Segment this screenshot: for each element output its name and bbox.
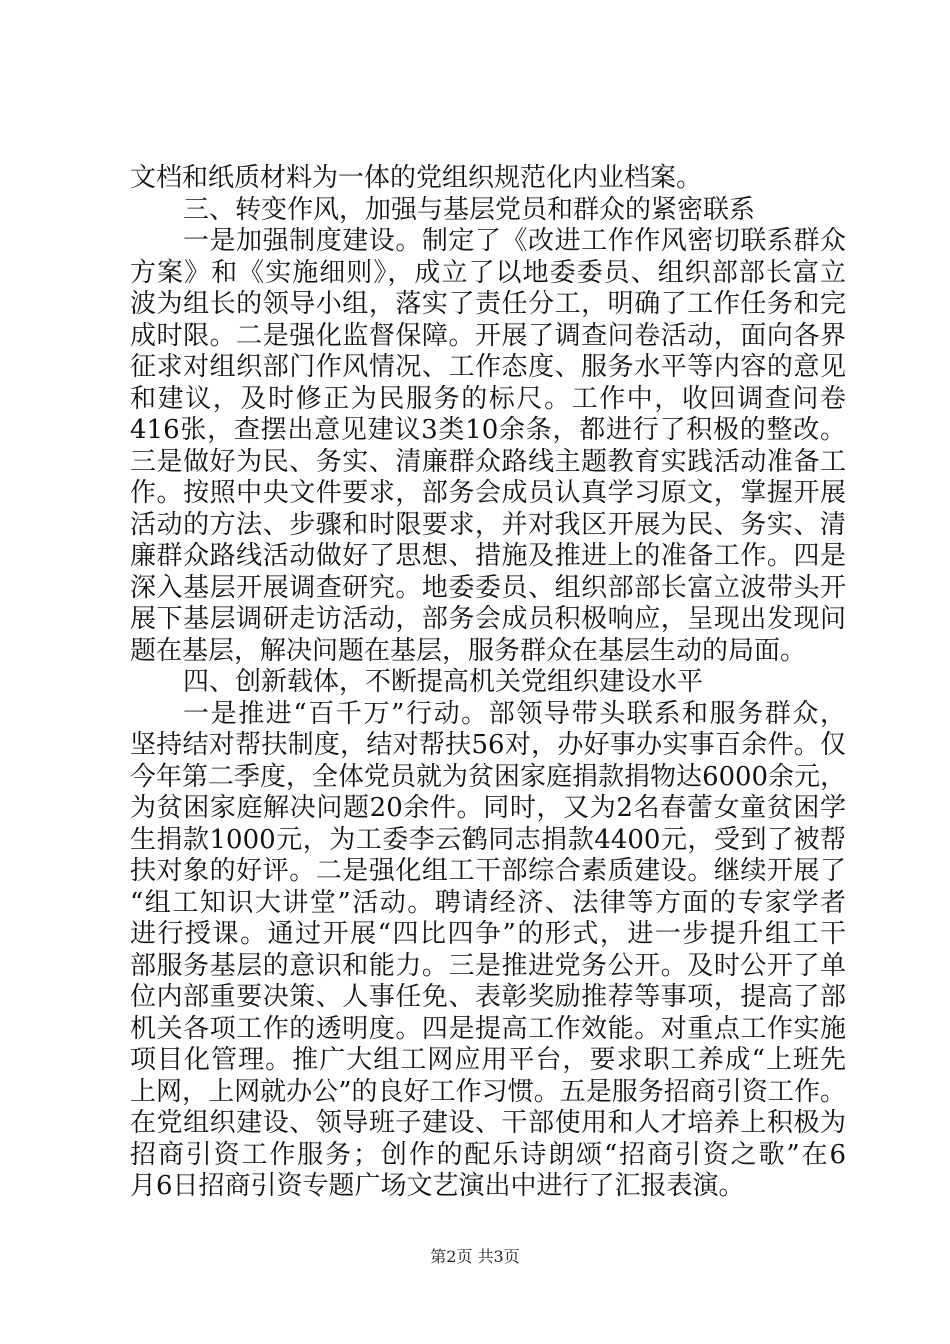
text-line: 416张，查摆出意见建议3类10余条，都进行了积极的整改。: [130, 415, 846, 445]
text-line: 征求对组织部门作风情况、工作态度、服务水平等内容的意见: [130, 352, 846, 382]
text-line: 进行授课。通过开展“四比四争”的形式，进一步提升组工干: [130, 919, 846, 949]
page-footer: 第2页 共3页: [430, 1247, 520, 1266]
text-line: 上网，上网就办公”的良好工作习惯。五是服务招商引资工作。: [130, 1076, 846, 1107]
text-line: 生捐款1000元，为工委李云鹤同志捐款4400元，受到了被帮: [130, 824, 846, 855]
text-line: 廉群众路线活动做好了思想、措施及推进上的准备工作。四是: [130, 541, 846, 571]
text-line: 三、转变作风，加强与基层党员和群众的紧密联系: [183, 194, 756, 225]
text-line: 扶对象的好评。二是强化组工干部综合素质建设。继续开展了: [130, 856, 846, 886]
text-line: 作。按照中央文件要求，部务会成员认真学习原文，掌握开展: [130, 478, 846, 508]
text-line: 在党组织建设、领导班子建设、干部使用和人才培养上积极为: [130, 1108, 846, 1138]
text-line: 部服务基层的意识和能力。三是推进党务公开。及时公开了单: [130, 950, 846, 981]
text-line: 文档和纸质材料为一体的党组织规范化内业档案。: [130, 163, 703, 193]
text-line: 四、创新载体，不断提高机关党组织建设水平: [183, 667, 704, 697]
text-line: 一是推进“百千万”行动。部领导带头联系和服务群众，: [183, 698, 846, 729]
text-line: 项目化管理。推广大组工网应用平台，要求职工养成“上班先: [130, 1045, 846, 1075]
text-line: 今年第二季度，全体党员就为贫困家庭捐款捐物达6000余元，: [130, 761, 846, 792]
text-line: 和建议，及时修正为民服务的标尺。工作中，收回调查问卷: [130, 383, 846, 414]
text-line: 展下基层调研走访活动，部务会成员积极响应，呈现出发现问: [130, 604, 846, 634]
text-line: 一是加强制度建设。制定了《改进工作作风密切联系群众: [183, 226, 846, 256]
text-line: 三是做好为民、务实、清廉群众路线主题教育实践活动准备工: [130, 446, 846, 477]
text-line: 活动的方法、步骤和时限要求，并对我区开展为民、务实、清: [130, 509, 846, 540]
text-line: 招商引资工作服务；创作的配乐诗朗颂“招商引资之歌”在6: [130, 1139, 846, 1170]
text-line: 深入基层开展调查研究。地委委员、组织部部长富立波带头开: [130, 572, 846, 603]
text-line: 题在基层，解决问题在基层，服务群众在基层生动的局面。: [130, 635, 807, 666]
text-line: “组工知识大讲堂”活动。聘请经济、法律等方面的专家学者: [130, 887, 846, 918]
text-line: 波为组长的领导小组，落实了责任分工，明确了工作任务和完: [130, 289, 846, 319]
text-line: 位内部重要决策、人事任免、表彰奖励推荐等事项，提高了部: [130, 982, 846, 1012]
text-line: 为贫困家庭解决问题20余件。同时，又为2名春蕾女童贫困学: [130, 793, 846, 823]
text-line: 坚持结对帮扶制度，结对帮扶56对，办好事办实事百余件。仅: [130, 730, 846, 760]
text-line: 方案》和《实施细则》，成立了以地委委员、组织部部长富立: [130, 257, 846, 288]
document-body: [130, 163, 846, 1203]
text-line: 机关各项工作的透明度。四是提高工作效能。对重点工作实施: [130, 1013, 846, 1044]
text-line: 成时限。二是强化监督保障。开展了调查问卷活动，面向各界: [130, 320, 846, 351]
text-line: 月6日招商引资专题广场文艺演出中进行了汇报表演。: [130, 1171, 745, 1201]
